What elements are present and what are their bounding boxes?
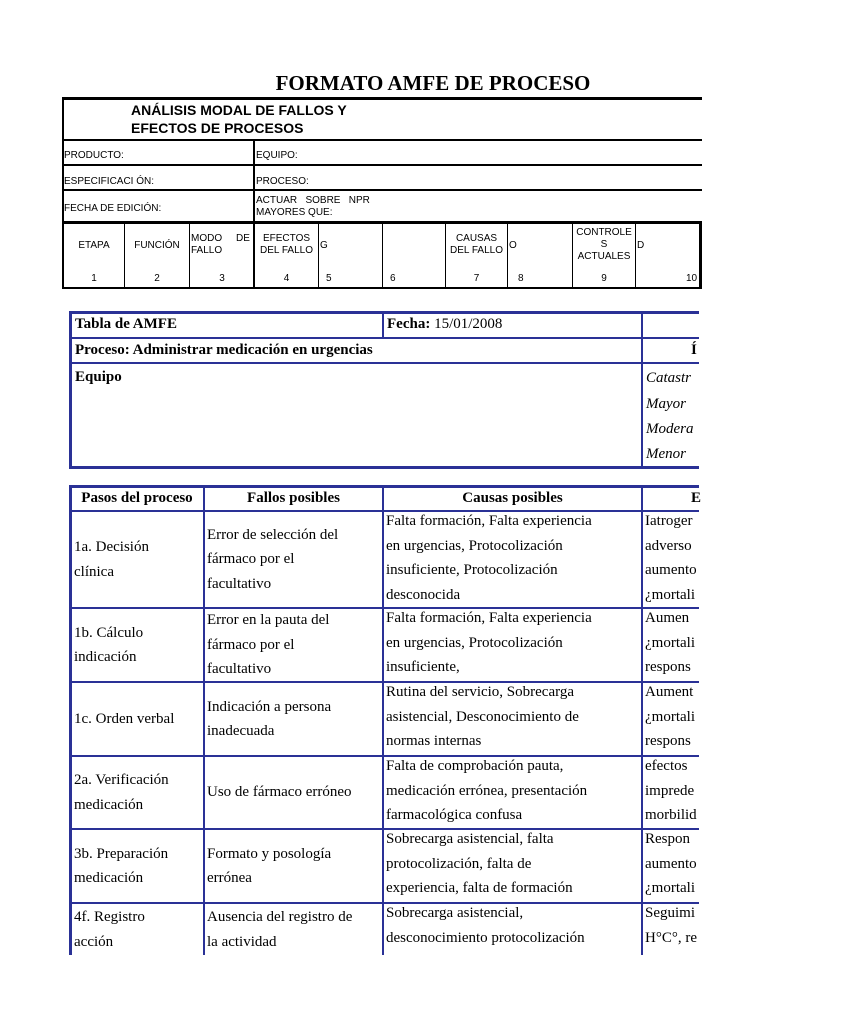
page-title: FORMATO AMFE DE PROCESO: [275, 71, 591, 95]
effects-cell-line: efectos: [645, 758, 688, 774]
causes-cell: [386, 509, 592, 607]
failure-cell-line: Error en la pauta del: [207, 612, 330, 629]
actuar-label: ACTUAR SOBRE NPR: [256, 195, 370, 206]
causes-cell-line: medicación errónea, presentación: [386, 782, 588, 799]
col-d: D: [637, 240, 645, 251]
effects-cell-line: Aumen: [645, 610, 690, 626]
severity-menor: Menor: [646, 446, 686, 462]
failure-cell-line: inadecuada: [207, 723, 275, 739]
fecha-label: Fecha:: [387, 316, 431, 332]
step-cell-line: 3b. Preparación: [74, 845, 169, 862]
step-cell-line: 2a. Verificación: [74, 772, 169, 788]
failure-cell-line: fármaco por el: [207, 551, 295, 568]
col-causas: CAUSAS: [455, 233, 498, 244]
col-number: 1: [91, 273, 97, 284]
failure-cell: [207, 523, 338, 597]
header-causas: Causas posibles: [462, 490, 563, 506]
col-modo-line2: FALLO: [191, 245, 223, 256]
failure-cell: [207, 842, 331, 891]
actuar-label-line2: MAYORES QUE:: [256, 207, 333, 218]
equipo-label: EQUIPO:: [256, 150, 298, 161]
causes-cell-line: Falta formación, Falta experiencia: [386, 513, 592, 529]
failure-cell-line: fármaco por el: [207, 636, 295, 653]
proceso-title: Proceso: Administrar medicación en urgencias: [75, 342, 373, 358]
fecha-edicion-label: FECHA DE EDICIÓN:: [64, 203, 162, 214]
causes-cell-line: farmacológica confusa: [386, 807, 523, 823]
effects-cell: [645, 827, 697, 901]
severity-catastrofico: Catastr: [646, 370, 692, 386]
proceso-right-label: Í: [691, 342, 697, 358]
step-cell-line: 1a. Decisión: [74, 539, 149, 555]
effects-cell-line: aumento: [645, 855, 697, 872]
col-number: 3: [219, 273, 225, 284]
step-cell-line: 1c. Orden verbal: [74, 710, 175, 727]
step-cell-line: indicación: [74, 649, 137, 665]
col-o: O: [509, 240, 517, 251]
causes-cell: [386, 901, 585, 950]
header-fallos: Fallos posibles: [247, 490, 340, 506]
fecha-value: 15/01/2008: [434, 316, 503, 332]
form-heading-line2: EFECTOS DE PROCESOS: [131, 120, 304, 136]
causes-cell: [386, 827, 573, 901]
causes-cell: [386, 680, 579, 754]
failure-cell: [207, 695, 331, 744]
severity-mayor: Mayor: [646, 396, 686, 412]
effects-cell: [645, 606, 695, 680]
col-number: 2: [154, 273, 160, 284]
fecha-field: [387, 312, 502, 336]
producto-label: PRODUCTO:: [64, 150, 124, 161]
col-number: 5: [326, 273, 332, 284]
failure-cell-line: errónea: [207, 870, 252, 886]
failure-cell-line: facultativo: [207, 661, 272, 678]
step-cell: [74, 535, 149, 584]
causes-cell: [386, 754, 587, 828]
amfe-form: [62, 97, 702, 289]
step-cell-line: 1b. Cálculo: [74, 624, 144, 641]
col-causas-line2: DEL FALLO: [450, 245, 503, 256]
effects-cell-line: ¿mortali: [645, 880, 695, 896]
causes-cell-line: insuficiente,: [386, 659, 460, 675]
step-cell: [74, 621, 143, 670]
causes-cell-line: Rutina del servicio, Sobrecarga: [386, 684, 574, 700]
header-pasos: Pasos del proceso: [81, 490, 193, 506]
col-number: 8: [518, 273, 524, 284]
effects-cell-line: morbilid: [645, 807, 697, 823]
col-modo: MODO DE: [191, 233, 250, 244]
causes-cell-line: en urgencias, Protocolización: [386, 537, 563, 554]
failure-cell-line: la actividad: [207, 933, 277, 950]
tabla-amfe-label: Tabla de AMFE: [75, 316, 177, 332]
effects-cell-line: Iatroger: [645, 513, 693, 529]
col-number: 6: [390, 273, 396, 284]
step-cell-line: clínica: [74, 563, 114, 580]
steps-table: [69, 485, 702, 955]
effects-cell-line: respons: [645, 733, 691, 749]
especificacion-label: ESPECIFICACI ÓN:: [64, 176, 155, 187]
failure-cell-line: Ausencia del registro de: [207, 909, 353, 925]
col-efectos-line2: DEL FALLO: [260, 245, 313, 256]
col-funcion: FUNCIÓN: [134, 240, 180, 251]
failure-cell: [207, 905, 352, 954]
effects-cell-line: ¿mortali: [645, 586, 695, 603]
causes-cell-line: protocolización, falta de: [386, 855, 532, 872]
col-efectos: EFECTOS: [262, 233, 311, 244]
effects-cell-line: respons: [645, 659, 691, 675]
col-controles: CONTROLE: [576, 227, 632, 238]
step-cell-line: 4f. Registro: [74, 909, 145, 925]
effects-cell-line: Seguimi: [645, 905, 696, 921]
col-number: 7: [473, 273, 480, 284]
causes-cell-line: asistencial, Desconocimiento de: [386, 708, 579, 725]
effects-cell: [645, 509, 697, 607]
causes-cell-line: insuficiente, Protocolización: [386, 562, 558, 578]
failure-cell-line: Formato y posología: [207, 845, 332, 862]
col-controles-line3: ACTUALES: [577, 251, 631, 262]
failure-cell-line: facultativo: [207, 575, 272, 592]
step-cell: [74, 905, 145, 954]
effects-cell-line: aumento: [645, 562, 697, 578]
col-number: 9: [601, 273, 607, 284]
failure-cell: [207, 608, 329, 682]
col-number: 4: [283, 273, 290, 284]
proceso-label: PROCESO:: [256, 176, 309, 187]
causes-cell: [386, 606, 592, 680]
form-heading: ANÁLISIS MODAL DE FALLOS Y: [131, 102, 347, 118]
col-number: 10: [686, 273, 698, 284]
effects-cell-line: adverso: [645, 537, 692, 554]
step-cell-line: medicación: [74, 870, 144, 886]
amfe-table: [69, 311, 699, 469]
causes-cell-line: Sobrecarga asistencial,: [386, 905, 524, 921]
header-efectos: E: [691, 490, 702, 506]
effects-cell-line: Respon: [645, 831, 690, 847]
effects-cell: [645, 754, 697, 828]
effects-cell: [645, 901, 697, 950]
effects-cell: [645, 680, 695, 754]
causes-cell-line: Falta formación, Falta experiencia: [386, 610, 592, 626]
failure-cell-line: Indicación a persona: [207, 698, 332, 715]
effects-cell-line: ¿mortali: [645, 634, 695, 651]
causes-cell-line: experiencia, falta de formación: [386, 880, 573, 896]
col-controles-line2: S: [600, 239, 608, 250]
effects-cell-line: Aument: [645, 684, 694, 700]
step-cell-line: acción: [74, 933, 114, 950]
causes-cell-line: Falta de comprobación pauta,: [386, 758, 564, 774]
step-cell: [74, 842, 168, 891]
step-cell: [74, 768, 169, 817]
effects-cell-line: H°C°, re: [645, 929, 697, 946]
col-etapa: ETAPA: [78, 240, 110, 251]
effects-cell-line: ¿mortali: [645, 708, 695, 725]
step-cell: [74, 707, 174, 732]
failure-cell: [207, 780, 352, 805]
failure-cell-line: Error de selección del: [207, 526, 339, 543]
causes-cell-line: desconocida: [386, 586, 461, 603]
effects-cell-line: imprede: [645, 782, 695, 799]
causes-cell-line: normas internas: [386, 733, 482, 749]
failure-cell-line: Uso de fármaco erróneo: [207, 784, 352, 801]
causes-cell-line: en urgencias, Protocolización: [386, 634, 563, 651]
step-cell-line: medicación: [74, 796, 144, 813]
equipo-label: Equipo: [75, 369, 122, 385]
col-g: G: [320, 240, 328, 251]
severity-moderado: Modera: [646, 421, 694, 437]
causes-cell-line: desconocimiento protocolización: [386, 929, 585, 946]
causes-cell-line: Sobrecarga asistencial, falta: [386, 831, 554, 847]
